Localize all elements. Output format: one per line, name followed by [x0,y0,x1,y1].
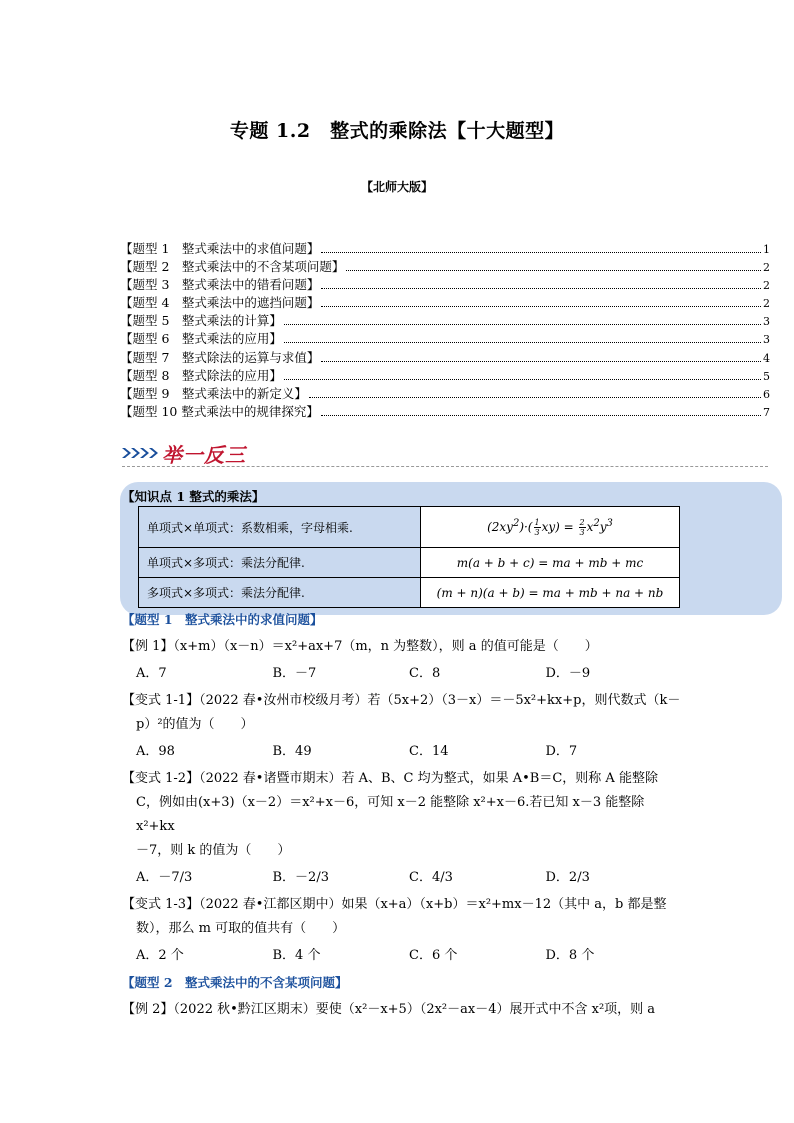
option-d[interactable]: D．7 [545,744,578,759]
table-of-contents [120,239,770,420]
example-2: 【例 2】（2022 秋•黔江区期末）要使（x²－x+5）（2x²－ax－4）展开式中不含 x²项，则 a [122,1002,656,1017]
edition-label: 【北师大版】 [360,180,433,194]
option-c[interactable]: C．14 [409,744,449,759]
toc-entry[interactable]: 【题型 9 整式乘法中的新定义】 6 [120,385,770,401]
option-d[interactable]: D．8 个 [545,948,595,963]
option-c[interactable]: C．8 [409,666,441,681]
options-row [122,740,682,764]
toc-entry[interactable]: 【题型 8 整式除法的应用】 5 [120,367,770,383]
variant-1-3: 【变式 1-3】（2022 春•江都区期中）如果（x+a）（x+b）＝x²+mx－12（其中 a，b 都是整 数），那么 m 可取的值共有（ ） [122,897,667,936]
option-a[interactable]: A．－7/3 [136,870,193,885]
table-row [139,507,680,548]
toc-entry[interactable]: 【题型 4 整式乘法中的遮挡问题】 2 [120,295,770,311]
option-b[interactable]: B．49 [272,744,312,759]
options-row [122,944,682,968]
toc-entry[interactable]: 【题型 10 整式乘法中的规律探究】 7 [120,403,770,419]
option-a[interactable]: A．98 [136,744,175,759]
variant-1-2: 【变式 1-2】（2022 春•诸暨市期末）若 A、B、C 均为整式，如果 A•B＝C，则称 A 能整除 C，例如由(x+3)（x－2）＝x²+x－6，可知 x－2 能整除 x²+x－6.若已知 x－3 能整除 x²+kx －7，则 k 的值为（ ） [122,771,658,858]
options-row [122,662,682,686]
option-c[interactable]: C．4/3 [409,870,453,885]
formula-cell: $(2xy^2)\cdot$( $\frac{1}{3}$ xy) = $\frac{2}{3}$ $x^2y^3$ [421,507,680,548]
banner-label: 举一反三 [162,443,246,467]
option-a[interactable]: A．7 [136,666,167,681]
example-1: 【例 1】（x+m）（x－n）＝x²+ax+7（m，n 为整数），则 a 的值可能是（ ） [122,639,598,654]
option-b[interactable]: B．－2/3 [272,870,329,885]
toc-entry[interactable]: 【题型 6 整式乘法的应用】 3 [120,331,770,347]
toc-entry[interactable]: 【题型 5 整式乘法的计算】 3 [120,313,770,329]
divider [122,466,768,467]
arrows-icon [122,446,166,460]
formula-cell: m(a + b + c) = ma + mb + mc [421,548,680,578]
knowledge-table [138,506,680,608]
toc-entry[interactable]: 【题型 7 整式除法的运算与求值】 4 [120,349,770,365]
table-row [139,548,680,578]
section-banner [122,438,272,468]
rule-cell: 单项式×多项式：乘法分配律. [139,548,421,578]
toc-entry[interactable]: 【题型 3 整式乘法中的错看问题】 2 [120,277,770,293]
toc-entry[interactable]: 【题型 2 整式乘法中的不含某项问题】 2 [120,259,770,275]
option-a[interactable]: A．2 个 [136,948,184,963]
section-1 [122,608,682,1022]
document-title: 专题 1.2 整式的乘除法【十大题型】 [229,120,565,142]
table-row [139,578,680,608]
options-row [122,866,682,890]
rule-cell: 单项式×单项式：系数相乘，字母相乘. [139,507,421,548]
option-d[interactable]: D．－9 [545,666,591,681]
section-heading: 【题型 2 整式乘法中的不含某项问题】 [122,975,348,990]
toc-entry[interactable]: 【题型 1 整式乘法中的求值问题】 1 [120,241,770,256]
option-c[interactable]: C．6 个 [409,948,458,963]
knowledge-title: 【知识点 1 整式的乘法】 [122,489,265,504]
variant-1-1: 【变式 1-1】（2022 春•汝州市校级月考）若（5x+2）（3－x）＝－5x²+kx+p，则代数式（k－ p）²的值为（ ） [122,693,681,732]
option-b[interactable]: B．－7 [272,666,317,681]
option-b[interactable]: B．4 个 [272,948,321,963]
option-d[interactable]: D．2/3 [545,870,590,885]
rule-cell: 多项式×多项式：乘法分配律. [139,578,421,608]
formula-cell: (m + n)(a + b) = ma + mb + na + nb [421,578,680,608]
section-heading: 【题型 1 整式乘法中的求值问题】 [122,612,323,627]
